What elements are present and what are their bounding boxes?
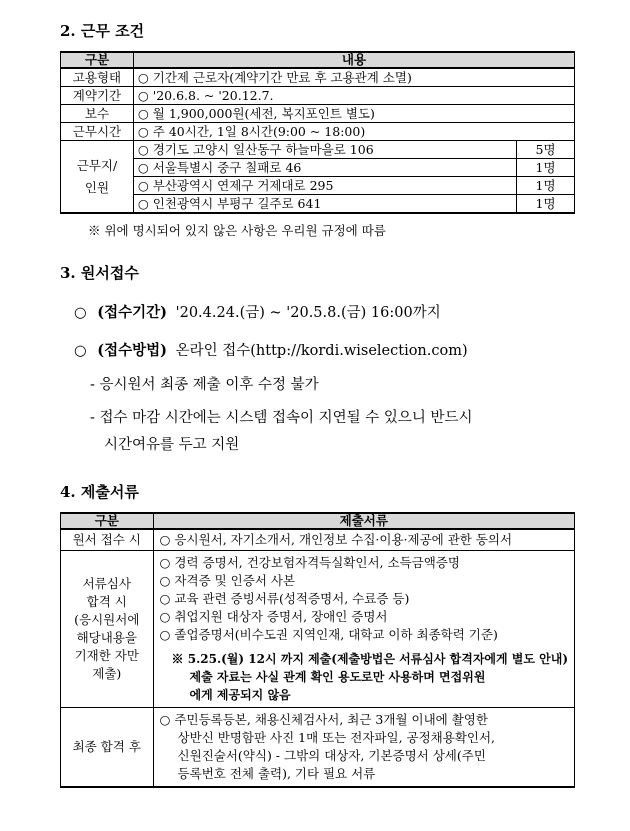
location-label-line-1: 근무지/ — [76, 157, 118, 173]
method-label: (접수방법) — [97, 342, 168, 359]
row-label: 계약기간 — [61, 87, 134, 105]
table-row — [61, 123, 575, 141]
final-doc-line: 등록번호 전체 출력), 기타 필요 서류 — [177, 766, 376, 781]
location-count: 1명 — [517, 159, 575, 177]
location-count: 5명 — [517, 141, 575, 159]
label-line: (응시원서에 — [74, 612, 140, 627]
method-sub-note-1: - 응시원서 최종 제출 이후 수정 불가 — [90, 377, 319, 393]
table-row — [61, 195, 575, 214]
document-item: ○ 취업지원 대상자 증명서, 장애인 증명서 — [159, 609, 388, 624]
label-line: 해당내용을 — [76, 630, 137, 645]
final-doc-line: 신원진술서(약식) - 그밖의 대상자, 기본증명서 상세(주민 — [177, 748, 486, 763]
table-row — [61, 551, 575, 708]
table-row — [61, 87, 575, 105]
application-period — [74, 301, 441, 322]
row-label: 고용형태 — [61, 68, 134, 87]
document-item: ○ 교육 관련 증빙서류(성적증명서, 수료증 등) — [159, 591, 410, 606]
location-label — [61, 141, 134, 214]
notice-line-1: ※ 5.25.(월) 12시 까지 제출(제출방법은 서류심사 합격자에게 별도 안내) — [171, 652, 568, 666]
table-header-category: 구분 — [61, 52, 134, 68]
method-sub-note-2-line-1: - 접수 마감 시간에는 시스템 접속이 지연될 수 있으니 반드시 — [90, 410, 473, 426]
location-count: 1명 — [517, 177, 575, 195]
row-content: ○ 월 1,900,000원(세전, 복지포인트 별도) — [133, 105, 574, 123]
method-sub-note-2-line-2: 시간여유를 두고 지원 — [104, 437, 240, 453]
document-item: ○ 경력 증명서, 건강보험자격득실확인서, 소득금액증명 — [159, 555, 460, 570]
label-line: 합격 시 — [86, 594, 127, 609]
final-doc-line: 상반신 반명함판 사진 1매 또는 전자파일, 공정채용확인서, — [177, 730, 496, 745]
section-2-title: 2. 근무 조건 — [60, 22, 145, 40]
row-content-document-review — [153, 551, 574, 708]
section-4-title: 4. 제출서류 — [60, 483, 139, 501]
period-value: '20.4.24.(금) ~ '20.5.8.(금) 16:00까지 — [175, 305, 441, 321]
location-count: 1명 — [517, 195, 575, 214]
location-place: ○ 서울특별시 중구 칠패로 46 — [133, 159, 516, 177]
table-header-category: 구분 — [61, 513, 154, 529]
row-label: 최종 합격 후 — [61, 708, 154, 788]
bullet-circle: ○ — [74, 305, 87, 321]
document-item: ○ 자격증 및 인증서 사본 — [159, 573, 296, 588]
row-label: 보수 — [61, 105, 134, 123]
location-place: ○ 인천광역시 부평구 길주로 641 — [133, 195, 516, 214]
location-place: ○ 경기도 고양시 일산동구 하늘마을로 106 — [133, 141, 516, 159]
table-row — [61, 68, 575, 87]
notice-line-3: 에게 제공되지 않음 — [189, 688, 291, 702]
row-content-final — [153, 708, 574, 788]
submission-notice — [160, 650, 568, 704]
row-content: ○ '20.6.8. ~ '20.12.7. — [133, 87, 574, 105]
table-row — [61, 159, 575, 177]
location-place: ○ 부산광역시 연제구 거제대로 295 — [133, 177, 516, 195]
documents-table — [60, 512, 575, 788]
row-label: 근무시간 — [61, 123, 134, 141]
section-2-note: ※ 위에 명시되어 있지 않은 사항은 우리원 규정에 따름 — [88, 223, 386, 238]
notice-line-2: 제출 자료는 사실 관계 확인 용도로만 사용하며 면접위원 — [189, 670, 486, 684]
row-label-document-review — [61, 551, 154, 708]
row-content: ○ 주 40시간, 1일 8시간(9:00 ~ 18:00) — [133, 123, 574, 141]
table-row — [61, 105, 575, 123]
application-method — [74, 339, 468, 360]
table-row — [61, 141, 575, 159]
row-content: ○ 기간제 근로자(계약기간 만료 후 고용관계 소멸) — [133, 68, 574, 87]
table-row — [61, 529, 575, 551]
method-value: 온라인 접수(http://kordi.wiselection.com) — [175, 343, 468, 359]
row-label: 원서 접수 시 — [61, 529, 154, 551]
table-header-documents: 제출서류 — [153, 513, 574, 529]
period-label: (접수기간) — [97, 304, 168, 321]
label-line: 기재한 자만 — [74, 648, 139, 663]
table-row — [61, 708, 575, 788]
work-conditions-table — [60, 51, 575, 214]
label-line: 제출) — [92, 666, 122, 681]
row-content: ○ 응시원서, 자기소개서, 개인정보 수집·이용·제공에 관한 동의서 — [153, 529, 574, 551]
table-header-content: 내용 — [133, 52, 574, 68]
table-row — [61, 177, 575, 195]
document-item: ○ 졸업증명서(비수도권 지역인재, 대학교 이하 최종학력 기준) — [159, 627, 498, 642]
final-doc-line: ○ 주민등록등본, 채용신체검사서, 최근 3개월 이내에 촬영한 — [159, 712, 488, 727]
bullet-circle: ○ — [74, 343, 87, 359]
label-line: 서류심사 — [82, 576, 131, 591]
section-3-title: 3. 원서접수 — [60, 264, 139, 282]
location-label-line-2: 인원 — [84, 179, 110, 195]
